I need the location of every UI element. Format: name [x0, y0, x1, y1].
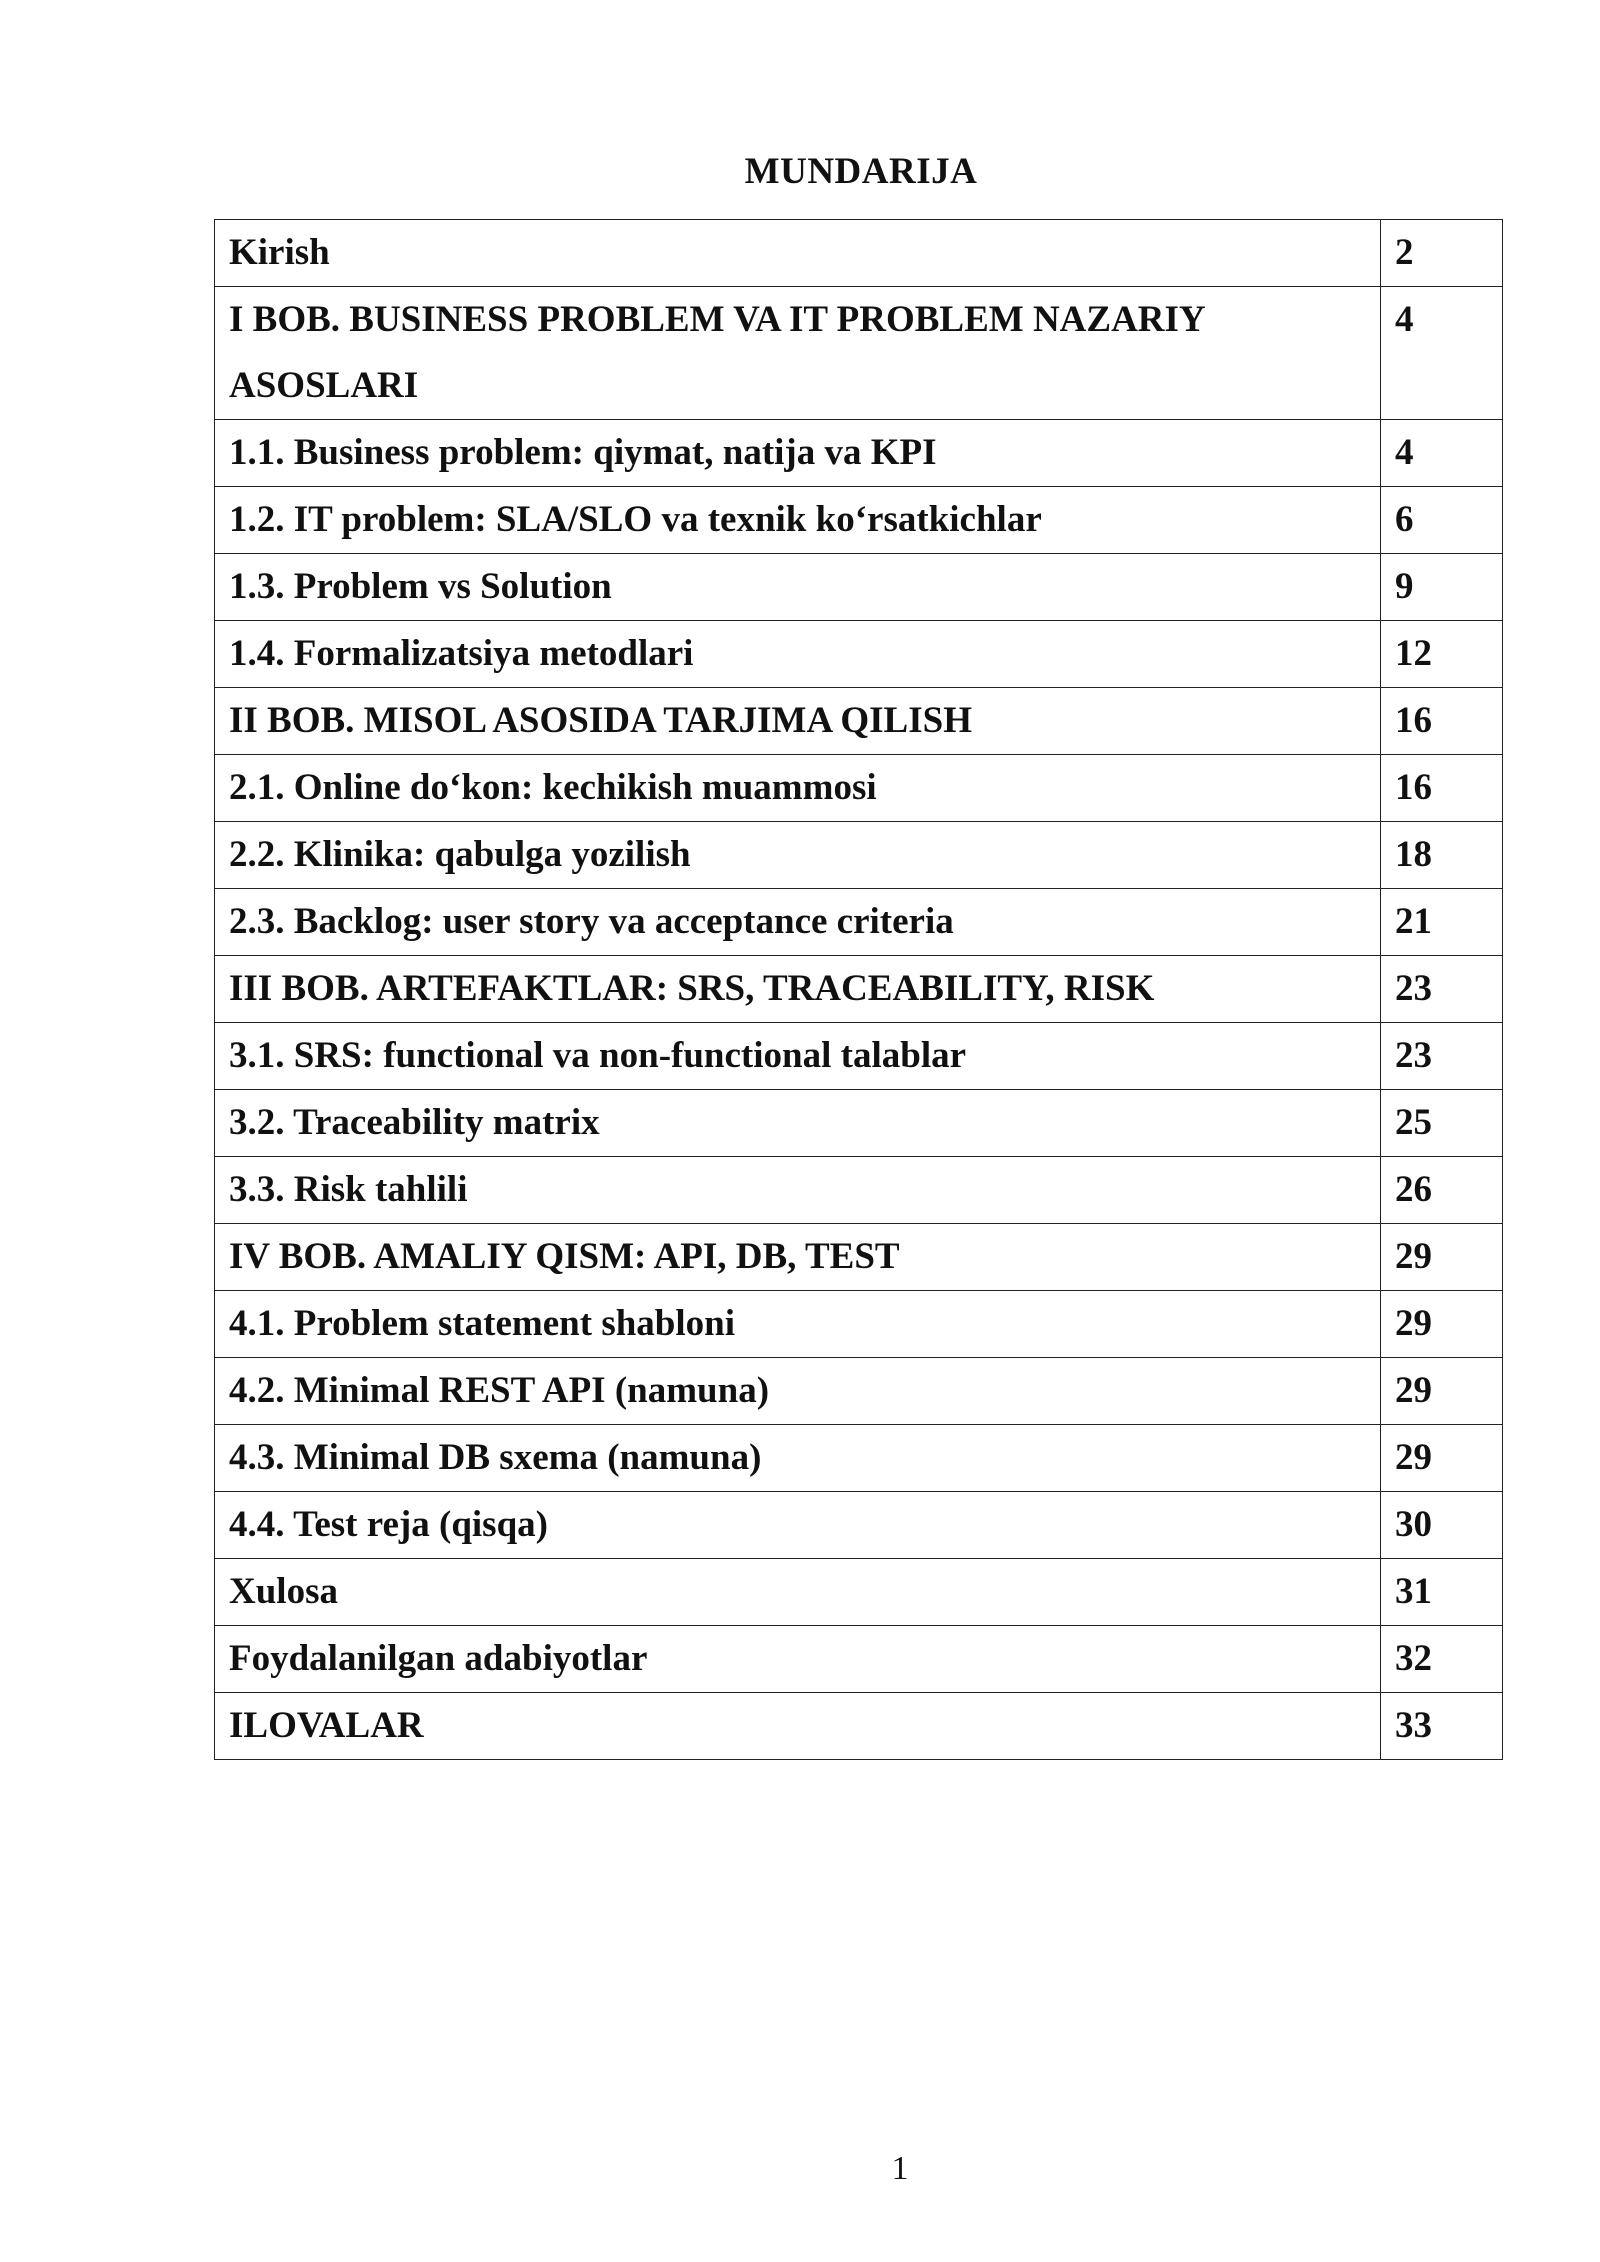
- toc-entry-page: 33: [1381, 1693, 1503, 1760]
- toc-row: [215, 1693, 1503, 1760]
- toc-entry-page: 2: [1381, 220, 1503, 287]
- toc-row: [215, 889, 1503, 956]
- toc-entry-page: 30: [1381, 1492, 1503, 1559]
- toc-entry-title: 3.3. Risk tahlili: [215, 1157, 1381, 1224]
- toc-entry-title: I BOB. BUSINESS PROBLEM VA IT PROBLEM NAZARIY ASOSLARI: [215, 287, 1381, 420]
- page-number: 1: [891, 2150, 909, 2187]
- toc-entry-title: 4.4. Test reja (qisqa): [215, 1492, 1381, 1559]
- toc-entry-title: 2.1. Online doʻkon: kechikish muammosi: [215, 755, 1381, 822]
- toc-entry-page: 29: [1381, 1224, 1503, 1291]
- toc-entry-page: 18: [1381, 822, 1503, 889]
- toc-entry-title: ILOVALAR: [215, 1693, 1381, 1760]
- toc-entry-title: 3.1. SRS: functional va non-functional talablar: [215, 1023, 1381, 1090]
- toc-body: [215, 220, 1503, 1760]
- toc-entry-title: 2.3. Backlog: user story va acceptance criteria: [215, 889, 1381, 956]
- toc-entry-title: 4.2. Minimal REST API (namuna): [215, 1358, 1381, 1425]
- toc-entry-page: 23: [1381, 956, 1503, 1023]
- toc-row: [215, 822, 1503, 889]
- toc-entry-page: 29: [1381, 1425, 1503, 1492]
- toc-entry-page: 29: [1381, 1291, 1503, 1358]
- toc-entry-title: III BOB. ARTEFAKTLAR: SRS, TRACEABILITY, RISK: [215, 956, 1381, 1023]
- toc-row: [215, 1023, 1503, 1090]
- page-title: MUNDARIJA: [744, 151, 978, 192]
- toc-row: [215, 220, 1503, 287]
- toc-row: [215, 1358, 1503, 1425]
- toc-row: [215, 287, 1503, 420]
- toc-row: [215, 621, 1503, 688]
- toc-entry-title: 2.2. Klinika: qabulga yozilish: [215, 822, 1381, 889]
- toc-row: [215, 1492, 1503, 1559]
- toc-entry-title: 1.1. Business problem: qiymat, natija va KPI: [215, 420, 1381, 487]
- toc-entry-title: Xulosa: [215, 1559, 1381, 1626]
- toc-entry-page: 26: [1381, 1157, 1503, 1224]
- toc-entry-page: 16: [1381, 688, 1503, 755]
- toc-entry-title: IV BOB. AMALIY QISM: API, DB, TEST: [215, 1224, 1381, 1291]
- toc-entry-title: 1.3. Problem vs Solution: [215, 554, 1381, 621]
- toc-entry-page: 9: [1381, 554, 1503, 621]
- toc-row: [215, 1291, 1503, 1358]
- toc-entry-page: 4: [1381, 287, 1503, 420]
- toc-row: [215, 1224, 1503, 1291]
- toc-entry-page: 6: [1381, 487, 1503, 554]
- toc-row: [215, 1626, 1503, 1693]
- toc-row: [215, 1559, 1503, 1626]
- toc-entry-title: 3.2. Traceability matrix: [215, 1090, 1381, 1157]
- toc-entry-page: 4: [1381, 420, 1503, 487]
- toc-row: [215, 1157, 1503, 1224]
- toc-entry-title: Foydalanilgan adabiyotlar: [215, 1626, 1381, 1693]
- toc-entry-page: 32: [1381, 1626, 1503, 1693]
- toc-row: [215, 755, 1503, 822]
- toc-row: [215, 554, 1503, 621]
- toc-row: [215, 1425, 1503, 1492]
- toc-entry-page: 12: [1381, 621, 1503, 688]
- toc-entry-title: 4.3. Minimal DB sxema (namuna): [215, 1425, 1381, 1492]
- toc-entry-page: 31: [1381, 1559, 1503, 1626]
- toc-entry-page: 25: [1381, 1090, 1503, 1157]
- toc-entry-page: 29: [1381, 1358, 1503, 1425]
- toc-entry-title: 4.1. Problem statement shabloni: [215, 1291, 1381, 1358]
- toc-entry-title: 1.4. Formalizatsiya metodlari: [215, 621, 1381, 688]
- table-of-contents: [214, 219, 1503, 1760]
- toc-entry-title: II BOB. MISOL ASOSIDA TARJIMA QILISH: [215, 688, 1381, 755]
- toc-entry-page: 16: [1381, 755, 1503, 822]
- toc-entry-page: 21: [1381, 889, 1503, 956]
- toc-row: [215, 956, 1503, 1023]
- toc-row: [215, 1090, 1503, 1157]
- toc-row: [215, 420, 1503, 487]
- toc-row: [215, 487, 1503, 554]
- toc-entry-page: 23: [1381, 1023, 1503, 1090]
- toc-row: [215, 688, 1503, 755]
- toc-entry-title: Kirish: [215, 220, 1381, 287]
- toc-entry-title: 1.2. IT problem: SLA/SLO va texnik koʻrsatkichlar: [215, 487, 1381, 554]
